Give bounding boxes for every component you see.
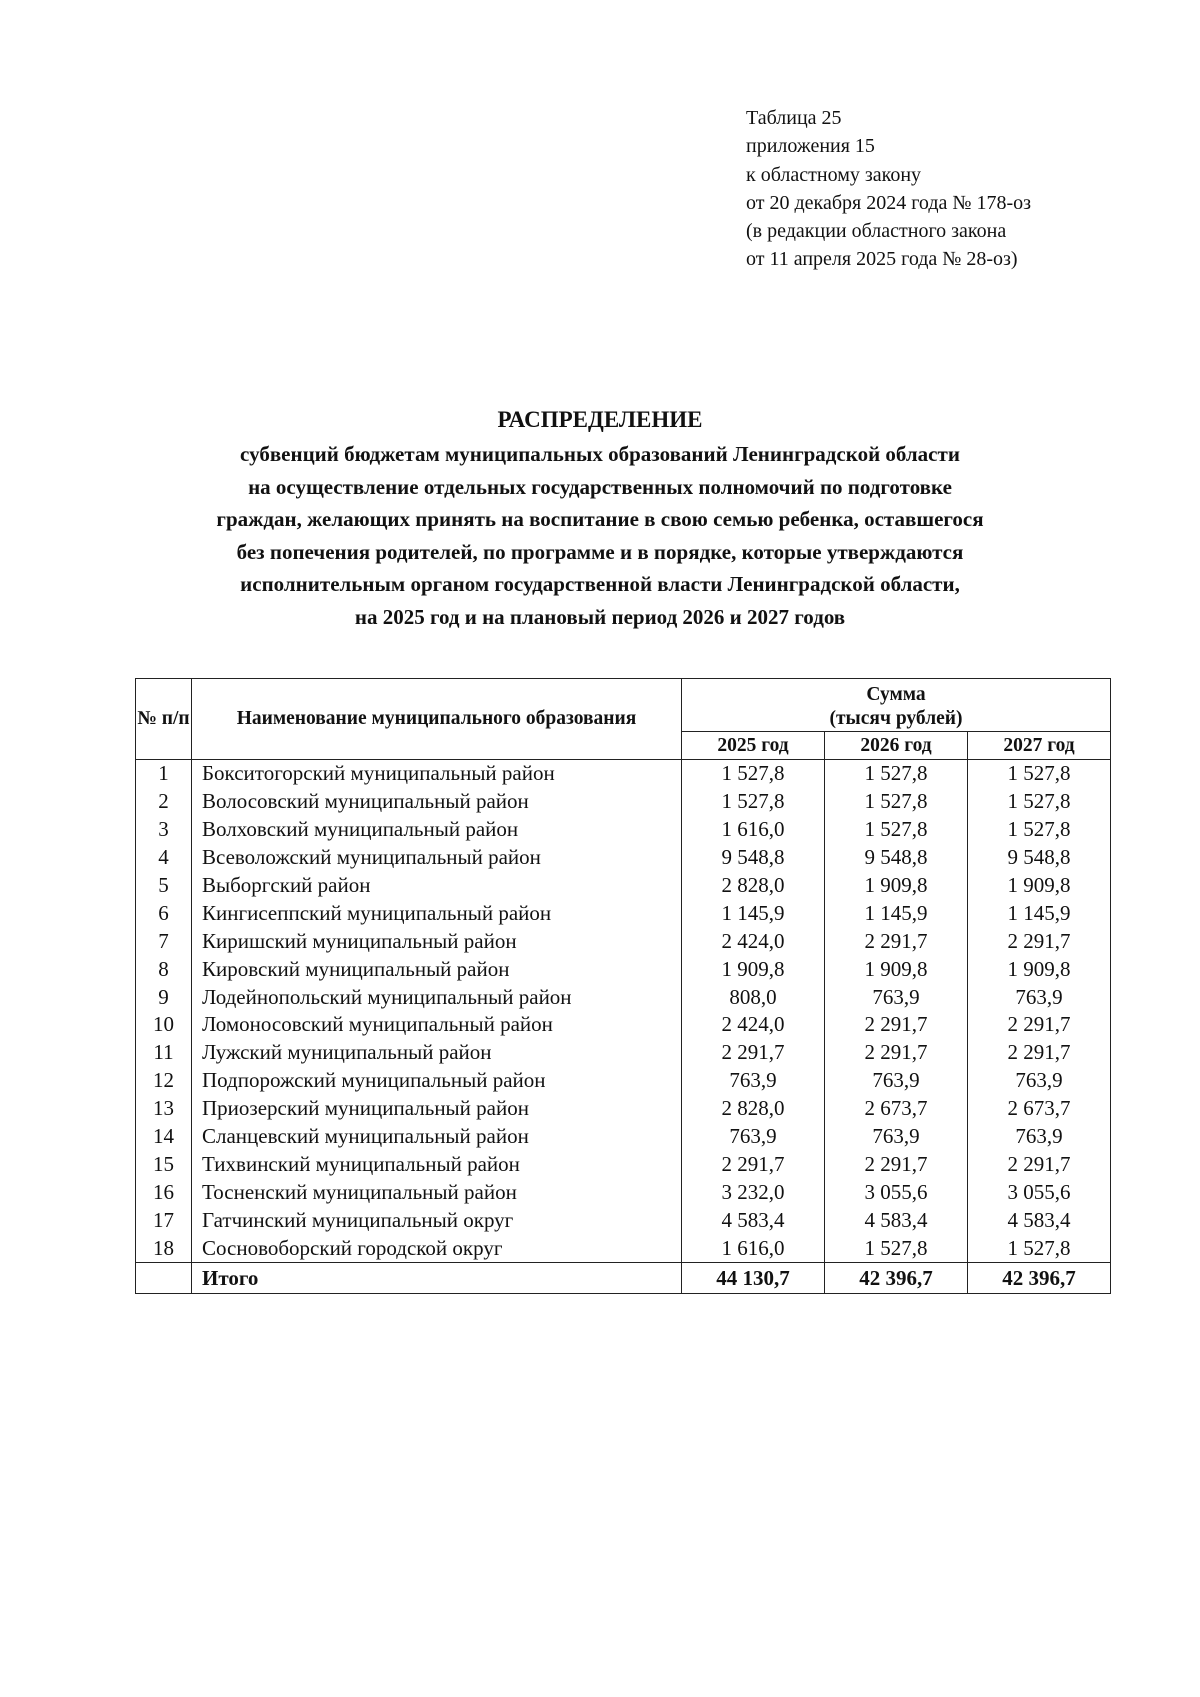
row-name: Киришский муниципальный район (192, 927, 682, 955)
table-row (136, 1178, 1111, 1206)
title-line: без попечения родителей, по программе и в порядке, которые утверждаются (236, 539, 964, 564)
title-line: на 2025 год и на плановый период 2026 и 2027 годов (354, 604, 846, 629)
title-line: на осуществление отдельных государственных полномочий по подготовке (248, 474, 952, 499)
header-sum-label: Сумма (866, 684, 926, 705)
table-row (136, 1095, 1111, 1123)
row-value-2027: 3 055,6 (968, 1178, 1111, 1206)
row-num: 11 (136, 1039, 192, 1067)
table-row (136, 899, 1111, 927)
row-value-2025: 3 232,0 (682, 1178, 825, 1206)
row-num: 14 (136, 1123, 192, 1151)
row-value-2027: 2 291,7 (968, 1150, 1111, 1178)
row-value-2027: 1 909,8 (968, 955, 1111, 983)
row-value-2026: 1 527,8 (825, 760, 968, 788)
total-2026: 42 396,7 (825, 1263, 968, 1294)
table-row (136, 1234, 1111, 1262)
row-value-2025: 1 527,8 (682, 788, 825, 816)
table-row (136, 816, 1111, 844)
row-value-2026: 1 909,8 (825, 872, 968, 900)
header-line: от 11 апреля 2025 года № 28-оз) (746, 248, 1018, 271)
document-title: РАСПРЕДЕЛЕНИЕ (497, 407, 703, 432)
table-row (136, 1039, 1111, 1067)
row-num: 18 (136, 1234, 192, 1262)
row-value-2027: 1 527,8 (968, 816, 1111, 844)
table-body (136, 760, 1111, 1263)
row-value-2025: 1 527,8 (682, 760, 825, 788)
row-value-2025: 9 548,8 (682, 844, 825, 872)
header-line: приложения 15 (746, 135, 875, 158)
header-line: от 20 декабря 2024 года № 178-оз (746, 191, 1032, 214)
row-value-2026: 2 291,7 (825, 1150, 968, 1178)
row-name: Лужский муниципальный район (192, 1039, 682, 1067)
row-value-2026: 3 055,6 (825, 1178, 968, 1206)
header-line: (в редакции областного закона (746, 220, 1007, 243)
table-row (136, 872, 1111, 900)
row-num: 1 (136, 760, 192, 788)
table-row (136, 1150, 1111, 1178)
table-row (136, 788, 1111, 816)
row-value-2025: 2 424,0 (682, 1011, 825, 1039)
row-value-2027: 763,9 (968, 1067, 1111, 1095)
row-value-2026: 9 548,8 (825, 844, 968, 872)
total-label: Итого (192, 1263, 682, 1294)
row-name: Кировский муниципальный район (192, 955, 682, 983)
row-value-2026: 1 145,9 (825, 899, 968, 927)
row-num: 12 (136, 1067, 192, 1095)
row-num: 13 (136, 1095, 192, 1123)
row-value-2025: 2 424,0 (682, 927, 825, 955)
row-name: Гатчинский муниципальный округ (192, 1206, 682, 1234)
header-year: 2025 год (682, 732, 825, 760)
row-name: Сланцевский муниципальный район (192, 1123, 682, 1151)
row-num: 8 (136, 955, 192, 983)
row-name: Бокситогорский муниципальный район (192, 760, 682, 788)
row-value-2025: 2 291,7 (682, 1039, 825, 1067)
row-value-2026: 1 527,8 (825, 816, 968, 844)
table-row (136, 844, 1111, 872)
row-num: 16 (136, 1178, 192, 1206)
table-row (136, 1123, 1111, 1151)
row-num: 9 (136, 983, 192, 1011)
row-value-2025: 763,9 (682, 1123, 825, 1151)
row-value-2027: 1 527,8 (968, 788, 1111, 816)
row-name: Подпорожский муниципальный район (192, 1067, 682, 1095)
row-value-2027: 763,9 (968, 1123, 1111, 1151)
row-name: Сосновоборский городской округ (192, 1234, 682, 1262)
row-name: Выборгский район (192, 872, 682, 900)
row-value-2027: 2 291,7 (968, 927, 1111, 955)
row-value-2025: 2 828,0 (682, 872, 825, 900)
row-num: 15 (136, 1150, 192, 1178)
header-line: Таблица 25 (746, 107, 842, 129)
row-value-2025: 2 828,0 (682, 1095, 825, 1123)
row-value-2026: 1 527,8 (825, 788, 968, 816)
row-name: Тосненский муниципальный район (192, 1178, 682, 1206)
header-line: к областному закону (746, 163, 922, 186)
total-2025: 44 130,7 (682, 1263, 825, 1294)
row-num: 17 (136, 1206, 192, 1234)
table-row (136, 983, 1111, 1011)
table-row (136, 955, 1111, 983)
row-value-2027: 2 673,7 (968, 1095, 1111, 1123)
row-value-2025: 763,9 (682, 1067, 825, 1095)
row-value-2027: 1 145,9 (968, 899, 1111, 927)
row-value-2026: 1 527,8 (825, 1234, 968, 1262)
row-value-2025: 4 583,4 (682, 1206, 825, 1234)
row-name: Лодейнопольский муниципальный район (192, 983, 682, 1011)
total-num (136, 1263, 192, 1294)
row-value-2025: 808,0 (682, 983, 825, 1011)
row-name: Приозерский муниципальный район (192, 1095, 682, 1123)
row-value-2026: 4 583,4 (825, 1206, 968, 1234)
row-num: 3 (136, 816, 192, 844)
total-2027: 42 396,7 (968, 1263, 1111, 1294)
row-value-2025: 2 291,7 (682, 1150, 825, 1178)
row-value-2027: 1 909,8 (968, 872, 1111, 900)
header-year: 2026 год (825, 732, 968, 760)
row-value-2026: 763,9 (825, 1123, 968, 1151)
row-value-2025: 1 616,0 (682, 816, 825, 844)
row-value-2027: 9 548,8 (968, 844, 1111, 872)
document-header (746, 104, 1031, 274)
row-name: Кингисеппский муниципальный район (192, 899, 682, 927)
row-num: 2 (136, 788, 192, 816)
table-row (136, 760, 1111, 788)
row-num: 6 (136, 899, 192, 927)
row-value-2026: 2 291,7 (825, 927, 968, 955)
table-row (136, 1206, 1111, 1234)
total-row (136, 1263, 1111, 1294)
distribution-table (135, 678, 1111, 1294)
table-row (136, 927, 1111, 955)
row-value-2025: 1 909,8 (682, 955, 825, 983)
row-value-2026: 2 673,7 (825, 1095, 968, 1123)
row-value-2027: 2 291,7 (968, 1039, 1111, 1067)
row-value-2027: 1 527,8 (968, 760, 1111, 788)
row-value-2025: 1 616,0 (682, 1234, 825, 1262)
row-value-2026: 763,9 (825, 983, 968, 1011)
row-name: Волосовский муниципальный район (192, 788, 682, 816)
header-sum (682, 679, 1111, 732)
row-value-2026: 763,9 (825, 1067, 968, 1095)
title-line: исполнительным органом государственной власти Ленинградской области, (240, 572, 960, 597)
row-num: 7 (136, 927, 192, 955)
document-title-block (0, 402, 1200, 634)
row-value-2027: 1 527,8 (968, 1234, 1111, 1262)
row-value-2025: 1 145,9 (682, 899, 825, 927)
row-value-2026: 2 291,7 (825, 1011, 968, 1039)
row-value-2026: 1 909,8 (825, 955, 968, 983)
title-line: субвенций бюджетам муниципальных образований Ленинградской области (240, 442, 960, 466)
row-value-2026: 2 291,7 (825, 1039, 968, 1067)
table-row (136, 1067, 1111, 1095)
table-row (136, 1011, 1111, 1039)
row-name: Тихвинский муниципальный район (192, 1150, 682, 1178)
title-line: граждан, желающих принять на воспитание в свою семью ребенка, оставшегося (216, 507, 984, 532)
header-name: Наименование муниципального образования (192, 679, 682, 760)
header-sum-unit: (тысяч рублей) (829, 708, 963, 729)
row-num: 10 (136, 1011, 192, 1039)
row-value-2027: 2 291,7 (968, 1011, 1111, 1039)
row-value-2027: 763,9 (968, 983, 1111, 1011)
row-num: 4 (136, 844, 192, 872)
header-year: 2027 год (968, 732, 1111, 760)
header-num: № п/п (136, 679, 192, 760)
row-num: 5 (136, 872, 192, 900)
row-name: Волховский муниципальный район (192, 816, 682, 844)
row-value-2027: 4 583,4 (968, 1206, 1111, 1234)
row-name: Всеволожский муниципальный район (192, 844, 682, 872)
row-name: Ломоносовский муниципальный район (192, 1011, 682, 1039)
